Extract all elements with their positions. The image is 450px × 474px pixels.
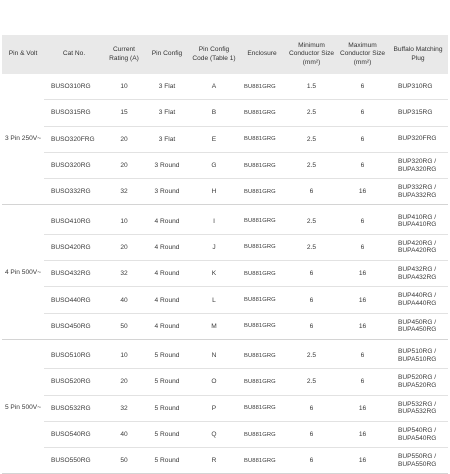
matching-plug-cell [388,421,448,447]
table-row [2,395,448,421]
min-conductor-cell: 6 [286,421,337,447]
cat-no-cell: BUSO450RG [44,313,104,339]
max-conductor-cell: 16 [337,313,388,339]
header-matching-plug: Buffalo Matching Plug [388,35,448,74]
min-conductor-cell: 6 [286,395,337,421]
enclosure-cell: BU881GRG [238,369,286,395]
pin-config-cell: 4 Round [144,313,190,339]
table-row [2,313,448,339]
enclosure-cell: BU881GRG [238,74,286,100]
max-conductor-cell: 16 [337,448,388,474]
matching-plug-cell [388,74,448,100]
matching-plug-line: BUP315RG [398,109,433,117]
header-pin-volt: Pin & Volt [2,35,44,74]
matching-plug-line: BUP532RG / [398,400,437,408]
matching-plug-line: BUP410RG / [398,213,437,221]
current-rating-cell: 20 [104,152,144,178]
matching-plug-cell [388,448,448,474]
min-conductor-cell: 2.5 [286,234,337,260]
matching-plug-line: BUP320RG / [398,157,437,165]
cat-no-cell: BUSO315RG [44,100,104,126]
table-row [2,448,448,474]
pin-config-cell: 5 Round [144,448,190,474]
enclosure-cell: BU881GRG [238,126,286,152]
table-row [2,261,448,287]
min-conductor-cell: 2.5 [286,343,337,369]
pin-config-code-cell: R [190,448,238,474]
matching-plug-line: BUPA420RG [398,247,437,255]
min-conductor-cell: 2.5 [286,369,337,395]
header-enclosure: Enclosure [238,35,286,74]
max-conductor-cell: 16 [337,287,388,313]
pin-config-code-cell: M [190,313,238,339]
matching-plug-line: BUPA532RG [398,408,437,416]
cat-no-cell: BUSO320FRG [44,126,104,152]
pin-config-code-cell: K [190,261,238,287]
max-conductor-cell: 16 [337,179,388,205]
table-row [2,152,448,178]
matching-plug-line: BUPA450RG [398,326,437,334]
pin-config-cell: 5 Round [144,421,190,447]
enclosure-cell: BU881GRG [238,448,286,474]
matching-plug-line: BUPA550RG [398,460,437,468]
table-row [2,421,448,447]
table-row [2,74,448,100]
pin-config-code-cell: Q [190,421,238,447]
cat-no-cell: BUSO520RG [44,369,104,395]
pin-config-code-cell: G [190,152,238,178]
max-conductor-cell: 6 [337,343,388,369]
pin-config-cell: 3 Flat [144,100,190,126]
matching-plug-line: BUPA332RG [398,191,437,199]
pin-config-cell: 5 Round [144,395,190,421]
pin-config-cell: 4 Round [144,287,190,313]
pin-config-cell: 3 Round [144,152,190,178]
max-conductor-cell: 6 [337,369,388,395]
table-row [2,100,448,126]
header-pin-config-code: Pin Config Code (Table 1) [190,35,238,74]
pin-config-code-cell: I [190,208,238,234]
matching-plug-line: BUPA320RG [398,165,437,173]
matching-plug-line: BUPA410RG [398,221,437,229]
enclosure-cell: BU881GRG [238,208,286,234]
current-rating-cell: 10 [104,208,144,234]
max-conductor-cell: 6 [337,74,388,100]
cat-no-cell: BUSO440RG [44,287,104,313]
current-rating-cell: 32 [104,179,144,205]
cat-no-cell: BUSO510RG [44,343,104,369]
pin-config-cell: 4 Round [144,208,190,234]
enclosure-cell: BU881GRG [238,100,286,126]
matching-plug-line: BUP420RG / [398,239,437,247]
matching-plug-line: BUP320FRG [398,135,437,143]
min-conductor-cell: 6 [286,179,337,205]
cat-no-cell: BUSO550RG [44,448,104,474]
product-table-container [2,35,448,474]
cat-no-cell: BUSO410RG [44,208,104,234]
table-header-row [2,35,448,74]
pin-config-code-cell: P [190,395,238,421]
min-conductor-cell: 1.5 [286,74,337,100]
header-pin-config: Pin Config [144,35,190,74]
socket-specification-table [2,35,448,474]
cat-no-cell: BUSO332RG [44,179,104,205]
matching-plug-line: BUP540RG / [398,426,437,434]
header-cat-no: Cat No. [44,35,104,74]
min-conductor-cell: 6 [286,448,337,474]
current-rating-cell: 50 [104,448,144,474]
current-rating-cell: 40 [104,421,144,447]
enclosure-cell: BU881GRG [238,287,286,313]
pin-config-cell: 3 Flat [144,126,190,152]
max-conductor-cell: 6 [337,208,388,234]
matching-plug-line: BUP450RG / [398,318,437,326]
enclosure-cell: BU881GRG [238,421,286,447]
enclosure-cell: BU881GRG [238,343,286,369]
matching-plug-cell [388,208,448,234]
current-rating-cell: 10 [104,74,144,100]
matching-plug-cell [388,234,448,260]
pin-config-cell: 3 Round [144,179,190,205]
pin-config-code-cell: H [190,179,238,205]
current-rating-cell: 32 [104,395,144,421]
matching-plug-line: BUP440RG / [398,292,437,300]
pin-volt-group-label: 3 Pin 250V~ [2,74,44,205]
cat-no-cell: BUSO420RG [44,234,104,260]
min-conductor-cell: 2.5 [286,100,337,126]
matching-plug-cell [388,369,448,395]
matching-plug-line: BUPA540RG [398,434,437,442]
pin-volt-group-label: 4 Pin 500V~ [2,208,44,339]
min-conductor-cell: 6 [286,313,337,339]
current-rating-cell: 20 [104,369,144,395]
current-rating-cell: 32 [104,261,144,287]
matching-plug-line: BUPA510RG [398,355,437,363]
matching-plug-cell [388,152,448,178]
header-current-rating: Current Rating (A) [104,35,144,74]
current-rating-cell: 40 [104,287,144,313]
pin-config-code-cell: A [190,74,238,100]
matching-plug-line: BUP310RG [398,82,433,90]
matching-plug-line: BUPA440RG [398,300,437,308]
matching-plug-line: BUP510RG / [398,348,437,356]
pin-config-cell: 4 Round [144,234,190,260]
cat-no-cell: BUSO320RG [44,152,104,178]
table-row [2,126,448,152]
matching-plug-cell [388,313,448,339]
header-min-conductor: Minimum Conductor Size (mm²) [286,35,337,74]
matching-plug-cell [388,343,448,369]
matching-plug-line: BUPA432RG [398,273,437,281]
table-row [2,179,448,205]
pin-config-cell: 4 Round [144,261,190,287]
pin-config-code-cell: O [190,369,238,395]
matching-plug-line: BUP550RG / [398,453,437,461]
matching-plug-line: BUP432RG / [398,266,437,274]
current-rating-cell: 20 [104,126,144,152]
pin-config-cell: 3 Flat [144,74,190,100]
enclosure-cell: BU881GRG [238,261,286,287]
current-rating-cell: 50 [104,313,144,339]
table-body [2,74,448,474]
min-conductor-cell: 2.5 [286,208,337,234]
header-max-conductor: Maximum Conductor Size (mm²) [337,35,388,74]
pin-config-cell: 5 Round [144,343,190,369]
current-rating-cell: 10 [104,343,144,369]
min-conductor-cell: 2.5 [286,126,337,152]
pin-config-code-cell: J [190,234,238,260]
cat-no-cell: BUSO532RG [44,395,104,421]
table-row [2,208,448,234]
matching-plug-line: BUP520RG / [398,374,437,382]
cat-no-cell: BUSO432RG [44,261,104,287]
enclosure-cell: BU881GRG [238,179,286,205]
min-conductor-cell: 2.5 [286,152,337,178]
enclosure-cell: BU881GRG [238,152,286,178]
current-rating-cell: 20 [104,234,144,260]
max-conductor-cell: 6 [337,100,388,126]
max-conductor-cell: 16 [337,395,388,421]
matching-plug-cell [388,100,448,126]
enclosure-cell: BU881GRG [238,313,286,339]
cat-no-cell: BUSO540RG [44,421,104,447]
pin-volt-group-label: 5 Pin 500V~ [2,343,44,474]
pin-config-code-cell: N [190,343,238,369]
max-conductor-cell: 16 [337,421,388,447]
table-row [2,234,448,260]
matching-plug-cell [388,395,448,421]
table-row [2,343,448,369]
pin-config-code-cell: E [190,126,238,152]
matching-plug-line: BUPA520RG [398,381,437,389]
max-conductor-cell: 6 [337,152,388,178]
current-rating-cell: 15 [104,100,144,126]
table-row [2,369,448,395]
pin-config-code-cell: B [190,100,238,126]
min-conductor-cell: 6 [286,261,337,287]
enclosure-cell: BU881GRG [238,395,286,421]
max-conductor-cell: 16 [337,261,388,287]
max-conductor-cell: 6 [337,234,388,260]
enclosure-cell: BU881GRG [238,234,286,260]
pin-config-cell: 5 Round [144,369,190,395]
table-row [2,287,448,313]
max-conductor-cell: 6 [337,126,388,152]
matching-plug-cell [388,261,448,287]
matching-plug-line: BUP332RG / [398,184,437,192]
matching-plug-cell [388,179,448,205]
min-conductor-cell: 6 [286,287,337,313]
pin-config-code-cell: L [190,287,238,313]
cat-no-cell: BUSO310RG [44,74,104,100]
matching-plug-cell [388,126,448,152]
matching-plug-cell [388,287,448,313]
